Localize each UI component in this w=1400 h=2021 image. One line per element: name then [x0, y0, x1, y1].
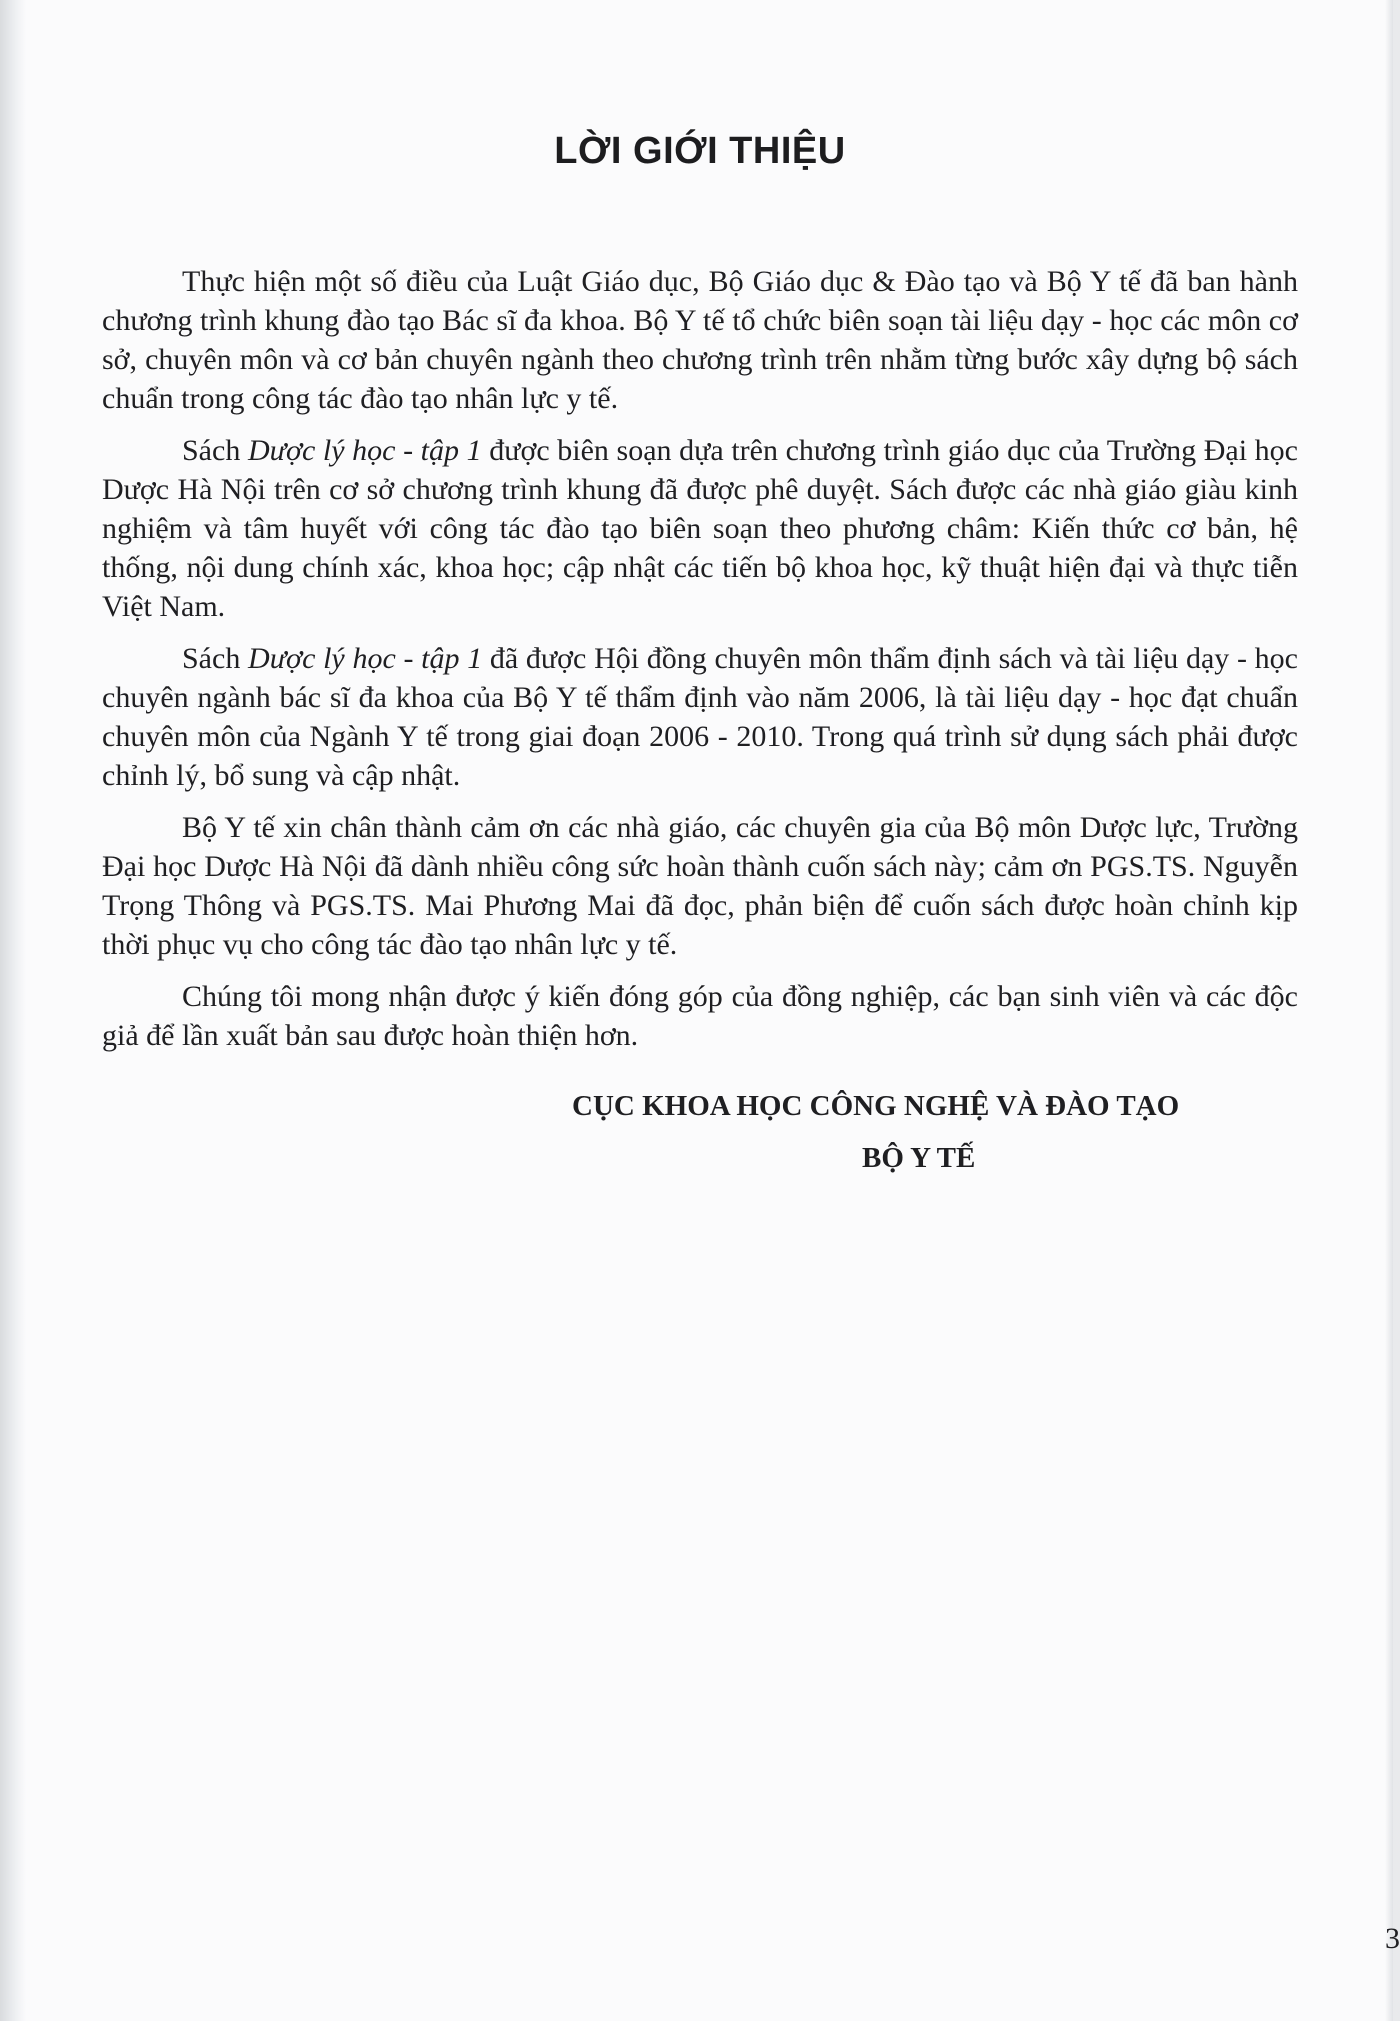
paragraph-5: Chúng tôi mong nhận được ý kiến đóng góp của đồng nghiệp, các bạn sinh viên và các độc giả để lần xuất bản sau được hoàn thiện hơn. [102, 980, 1298, 1052]
paragraph-3-rest: đã được Hội đồng chuyên môn thẩm định sách và tài liệu dạy - học chuyên ngành bác sĩ đa khoa của Bộ Y tế thẩm định vào năm 2006, là tài liệu dạy - học đạt chuẩn chuyên môn của Ngành Y tế trong giai đoạn 2006 - 2010. Trong quá trình sử dụng sách phải được chỉnh lý, bổ sung và cập nhật. [102, 642, 1298, 792]
page-edge [1385, 0, 1393, 2021]
paragraph-3 [102, 639, 1298, 795]
signature-ministry: BỘ Y TẾ [862, 1142, 976, 1174]
paragraph-4: Bộ Y tế xin chân thành cảm ơn các nhà giáo, các chuyên gia của Bộ môn Dược lực, Trường Đại học Dược Hà Nội đã dành nhiều công sức hoàn thành cuốn sách này; cảm ơn PGS.TS. Nguyễn Trọng Thông và PGS.TS. Mai Phương Mai đã đọc, phản biện để cuốn sách được hoàn chỉnh kịp thời phục vụ cho công tác đào tạo nhân lực y tế. [102, 811, 1298, 961]
book-title: Dược lý học - tập 1 [247, 434, 482, 467]
page-fold-shadow [0, 0, 26, 2021]
paragraph-2-lead: Sách [182, 434, 248, 467]
introduction-body [102, 262, 1298, 1068]
paragraph-3-lead: Sách [182, 642, 249, 675]
signature-organization: CỤC KHOA HỌC CÔNG NGHỆ VÀ ĐÀO TẠO [572, 1090, 1180, 1122]
paragraph-2 [102, 431, 1298, 626]
paragraph-1: Thực hiện một số điều của Luật Giáo dục, Bộ Giáo dục & Đào tạo và Bộ Y tế đã ban hành chương trình khung đào tạo Bác sĩ đa khoa. Bộ Y tế tổ chức biên soạn tài liệu dạy - học các môn cơ sở, chuyên môn và cơ bản chuyên ngành theo chương trình trên nhằm từng bước xây dựng bộ sách chuẩn trong công tác đào tạo nhân lực y tế. [102, 265, 1298, 415]
book-title: Dược lý học - tập 1 [248, 642, 483, 675]
page-title: LỜI GIỚI THIỆU [554, 130, 846, 172]
paragraph-2-rest: được biên soạn dựa trên chương trình giáo dục của Trường Đại học Dược Hà Nội trên cơ sở chương trình khung đã được phê duyệt. Sách được các nhà giáo giàu kinh nghiệm và tâm huyết với công tác đào tạo biên soạn theo phương châm: Kiến thức cơ bản, hệ thống, nội dung chính xác, khoa học; cập nhật các tiến bộ khoa học, kỹ thuật hiện đại và thực tiễn Việt Nam. [102, 434, 1298, 623]
page-number: 3 [1385, 1922, 1400, 1955]
